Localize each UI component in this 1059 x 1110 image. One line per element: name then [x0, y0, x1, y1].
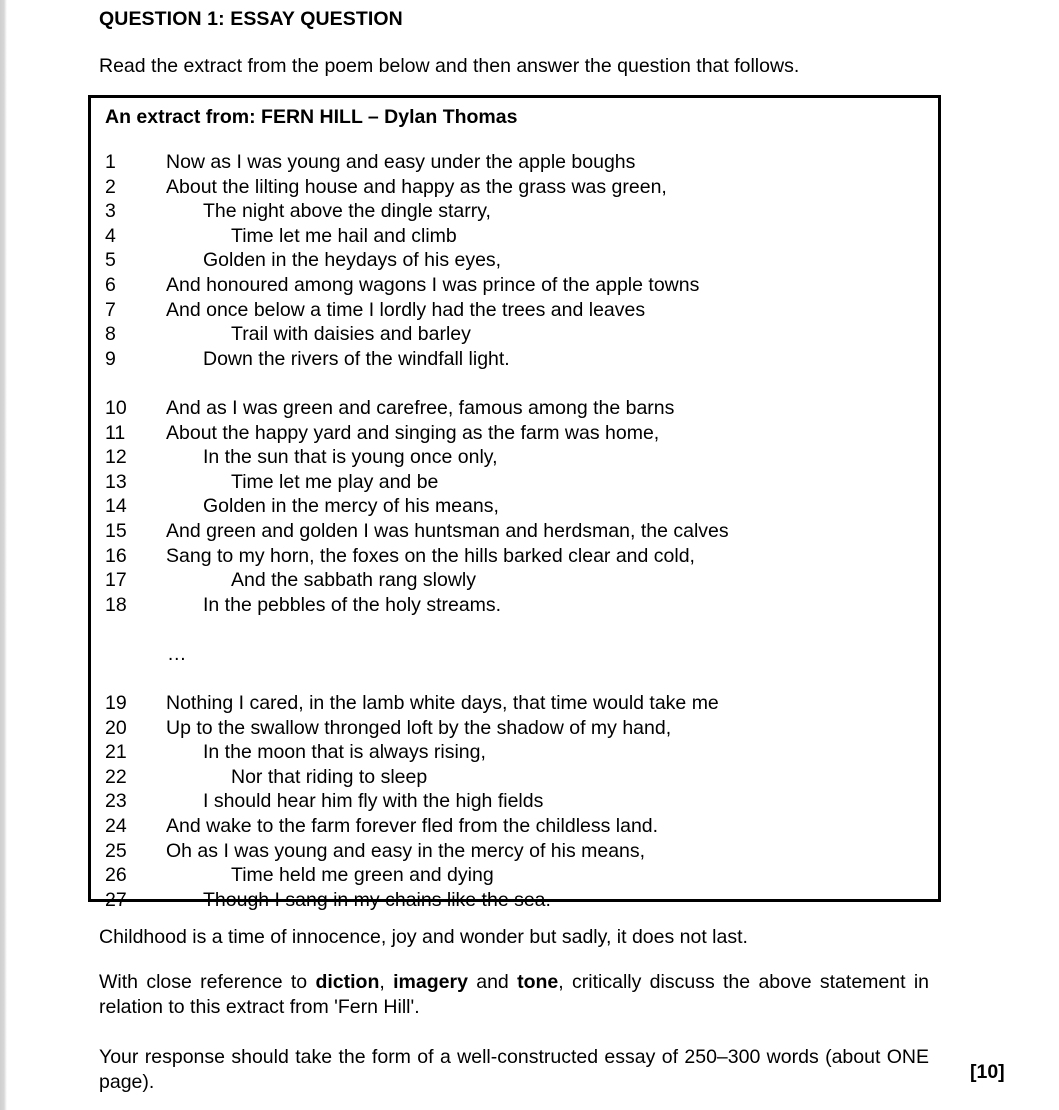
poem-line-text: Though I sang in my chains like the sea. [203, 888, 551, 911]
poem-line-text: And green and golden I was huntsman and herdsman, the calves [166, 519, 729, 542]
poem-line-text: Oh as I was young and easy in the mercy of his means, [166, 839, 646, 862]
poem-line-text: Time let me play and be [231, 470, 439, 493]
poem-line-text: About the lilting house and happy as the grass was green, [166, 175, 667, 198]
ellipsis-text: … [167, 642, 188, 665]
poem-line [91, 691, 938, 716]
poem-line-number: 22 [105, 765, 127, 788]
poem-omission-ellipsis [91, 642, 938, 667]
poem-line [91, 248, 938, 273]
poem-line-number: 26 [105, 864, 127, 887]
poem-line-number: 9 [105, 347, 116, 370]
poem-line-number: 11 [105, 421, 126, 444]
poem-line-number: 5 [105, 249, 116, 272]
poem-line-text: And once below a time I lordly had the trees and leaves [166, 298, 646, 321]
marks-allocation: [10] [970, 1061, 1005, 1083]
poem-line-text: And the sabbath rang slowly [231, 569, 476, 592]
poem-line-number: 14 [105, 495, 127, 518]
stanza-gap [91, 371, 938, 396]
poem-line-number: 15 [105, 519, 127, 542]
poem-line-number: 17 [105, 569, 127, 592]
poem-line-number: 4 [105, 224, 116, 247]
poem-line-text: And as I was green and carefree, famous among the barns [166, 396, 675, 419]
poem-line [91, 150, 938, 175]
poem-line [91, 322, 938, 347]
poem-line [91, 740, 938, 765]
poem-line-text: And honoured among wagons I was prince of the apple towns [166, 273, 700, 296]
poem-line-number: 7 [105, 298, 116, 321]
poem-line-text: Trail with daisies and barley [231, 323, 471, 346]
poem-stanza [91, 691, 938, 912]
poem-line [91, 199, 938, 224]
poem-stanza [91, 396, 938, 617]
poem-line-text: In the pebbles of the holy streams. [203, 593, 502, 616]
extract-heading: An extract from: FERN HILL – Dylan Thomas [105, 106, 518, 128]
poem-line-number: 16 [105, 544, 127, 567]
poem-line-number: 27 [105, 888, 127, 911]
poem-body [91, 150, 938, 912]
essay-instruction [99, 970, 929, 1020]
poem-line-number: 13 [105, 470, 127, 493]
poem-line-number: 20 [105, 716, 127, 739]
poem-line [91, 175, 938, 200]
poem-line [91, 494, 938, 519]
poem-line [91, 224, 938, 249]
poem-line [91, 519, 938, 544]
poem-line-number: 19 [105, 692, 127, 715]
poem-line-text: Nor that riding to sleep [231, 765, 428, 788]
poem-line [91, 814, 938, 839]
stanza-gap [91, 666, 938, 691]
poem-line-number: 21 [105, 741, 127, 764]
poem-line-number: 10 [105, 396, 127, 419]
page-title: QUESTION 1: ESSAY QUESTION [99, 8, 403, 30]
instruction-text: With close reference to [99, 971, 316, 993]
poem-line [91, 445, 938, 470]
poem-line-text: Time let me hail and climb [231, 224, 457, 247]
instruction-text: and [467, 971, 518, 993]
poem-line-text: And wake to the farm forever fled from the childless land. [166, 815, 659, 838]
poem-line-number: 6 [105, 273, 116, 296]
poem-line-text: The night above the dingle starry, [203, 200, 491, 223]
poem-line-number: 24 [105, 815, 127, 838]
poem-line [91, 568, 938, 593]
essay-length-note: Your response should take the form of a well-constructed essay of 250–300 words (about ONE page). [99, 1046, 929, 1093]
poem-line-number: 8 [105, 323, 116, 346]
poem-line-text: Time held me green and dying [231, 864, 494, 887]
emphasised-term: imagery [393, 971, 468, 993]
poem-line-text: Down the rivers of the windfall light. [203, 347, 510, 370]
poem-line [91, 863, 938, 888]
poem-line [91, 347, 938, 372]
poem-extract-box [88, 95, 941, 911]
poem-line-number: 25 [105, 839, 127, 862]
poem-line-number: 23 [105, 790, 127, 813]
poem-line [91, 593, 938, 618]
poem-line [91, 421, 938, 446]
poem-line-text: Golden in the mercy of his means, [203, 495, 499, 518]
poem-line [91, 839, 938, 864]
poem-line-text: About the happy yard and singing as the farm was home, [166, 421, 660, 444]
poem-line-text: Up to the swallow thronged loft by the shadow of my hand, [166, 716, 672, 739]
poem-line-text: Now as I was young and easy under the apple boughs [166, 151, 636, 173]
emphasised-term: tone [517, 971, 559, 993]
essay-statement: Childhood is a time of innocence, joy and wonder but sadly, it does not last. [99, 926, 748, 948]
poem-line [91, 396, 938, 421]
poem-line-text: In the sun that is young once only, [203, 446, 498, 469]
poem-line-text: I should hear him fly with the high fields [203, 790, 544, 813]
poem-line-text: Sang to my horn, the foxes on the hills barked clear and cold, [166, 544, 695, 567]
poem-line-number: 3 [105, 200, 116, 223]
poem-line [91, 716, 938, 741]
poem-line [91, 765, 938, 790]
stanza-gap [91, 617, 938, 642]
instruction-text: , critically discuss the above statement in relation to this extract from 'Fern Hill'. [99, 971, 930, 1018]
poem-line [91, 470, 938, 495]
instruction-text: , [379, 971, 394, 993]
poem-stanza [91, 150, 938, 371]
poem-line [91, 888, 938, 913]
poem-line-number: 1 [105, 151, 116, 173]
poem-line-number: 12 [105, 446, 127, 469]
poem-line [91, 544, 938, 569]
poem-line [91, 789, 938, 814]
instruction-line: Read the extract from the poem below and then answer the question that follows. [99, 55, 800, 77]
poem-line-text: In the moon that is always rising, [203, 741, 486, 764]
emphasised-term: diction [315, 971, 380, 993]
poem-line-text: Golden in the heydays of his eyes, [203, 249, 502, 272]
poem-line-text: Nothing I cared, in the lamb white days, that time would take me [166, 692, 719, 715]
poem-line [91, 298, 938, 323]
poem-line-number: 18 [105, 593, 127, 616]
poem-line [91, 273, 938, 298]
poem-line-number: 2 [105, 175, 116, 198]
